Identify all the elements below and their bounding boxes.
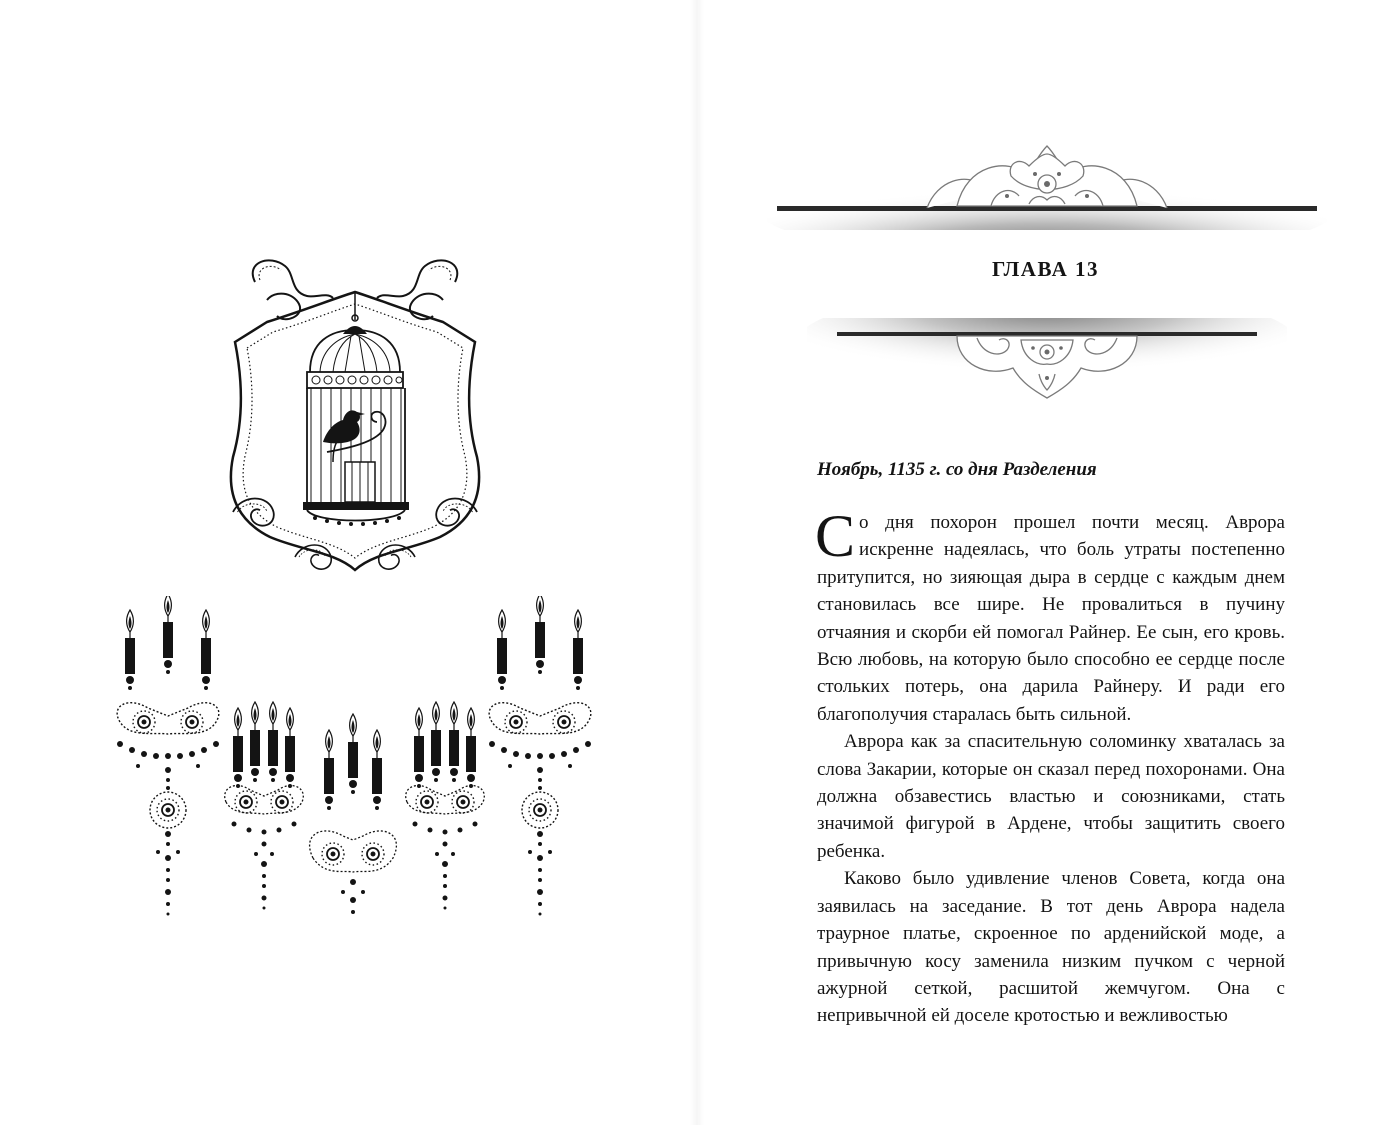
right-page [697,0,1394,1125]
drop-cap: С [815,503,856,569]
candelabra-row [100,596,600,916]
candelabra-icon [117,596,219,916]
date-line: Ноябрь, 1135 г. со дня Разделения [817,459,1097,480]
candelabra-icon [489,596,591,916]
crest-birdcage-icon [215,252,495,592]
ornament-bottom-icon [807,318,1287,418]
candelabra-icon [225,702,304,910]
chapter-body [815,503,1285,1030]
paragraph-1-text: о дня похорон прошел почти месяц. Аврора искренне надеялась, что боль утраты постепенно притупится, но зияющая дыра в сердце с каждым днем становилась все шире. Не провалиться в пучину отчаяния и скорби ей помогал Райнер. Ее сын, его кровь. Всю любовь, на которую было способно ее сердце после стольких потерь, она дарила Райнеру. И ради его благополучия старалась быть сильной. [817,512,1285,725]
candelabra-icon [310,714,397,916]
paragraph-1 [815,503,1285,728]
paragraph-3: Каково было удивление членов Совета, когда она заявилась на заседание. В тот день Аврора надела траурное платье, скроенное по арденийской моде, а привычную косу заменила низким пучком с черной ажурной сеткой, расшитой жемчугом. Она с непривычной ей доселе кротостью и вежливостью [817,868,1285,1027]
paragraph-2: Аврора как за спасительную соломинку хваталась за слова Закарии, которые он сказал перед похоронами. Она должна обзавестись властью и союзниками, стать значимой фигурой в Ардене, чтобы защитить своего ребенка. [817,731,1285,862]
chapter-title: ГЛАВА 13 [991,257,1100,281]
candelabra-icon [406,702,485,910]
ornament-top-icon [767,120,1327,230]
